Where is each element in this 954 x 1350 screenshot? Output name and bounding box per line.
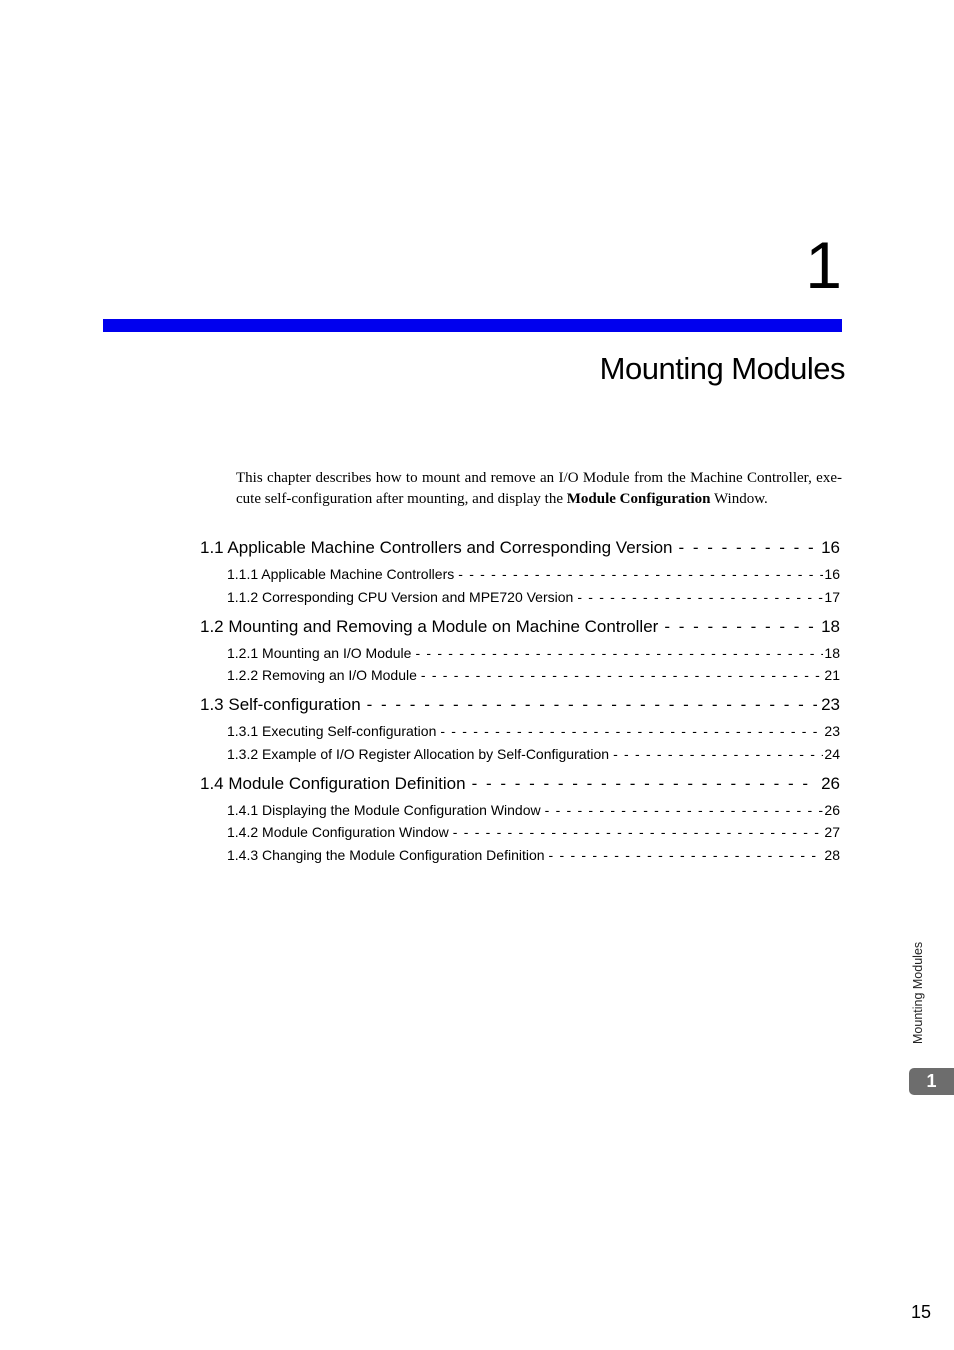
toc-entry-1-1-1[interactable] (227, 566, 840, 582)
toc-entry-1-2-2[interactable] (227, 667, 840, 683)
toc-entry-page: 18 (824, 645, 840, 661)
toc-leader (545, 802, 824, 818)
toc-entry-page: 27 (824, 824, 840, 840)
toc-leader (440, 723, 823, 739)
toc-entry-1-4-2[interactable] (227, 824, 840, 840)
intro-bold-term: Module Configuration (566, 491, 711, 507)
intro-text-end: Window. (710, 491, 768, 507)
toc-leader (415, 645, 823, 661)
toc-leader (472, 774, 818, 794)
toc-entry-title: 1.1.2 Corresponding CPU Version and MPE720 Version (227, 589, 574, 605)
toc-leader (679, 538, 818, 558)
toc-leader (421, 667, 824, 683)
toc-entry-title: 1.2 Mounting and Removing a Module on Machine Controller (200, 617, 659, 636)
toc-entry-1-3-2[interactable] (227, 746, 840, 762)
toc-entry-1-4-3[interactable] (227, 847, 840, 863)
toc-entry-1-2[interactable] (200, 617, 840, 637)
toc-entry-page: 16 (821, 538, 840, 557)
chapter-number: 1 (805, 228, 842, 302)
toc-entry-1-2-1[interactable] (227, 645, 840, 661)
toc-entry-page: 17 (824, 589, 840, 605)
toc-entry-page: 26 (821, 774, 840, 793)
toc-entry-title: 1.2.1 Mounting an I/O Module (227, 645, 412, 661)
toc-entry-title: 1.3.1 Executing Self-configuration (227, 723, 437, 739)
toc-entry-title: 1.4.1 Displaying the Module Configuration Window (227, 802, 541, 818)
toc-entry-title: 1.4 Module Configuration Definition (200, 774, 466, 793)
chapter-title: Mounting Modules (599, 351, 845, 386)
toc-entry-page: 23 (824, 723, 840, 739)
side-chapter-tab[interactable]: 1 (909, 1068, 954, 1095)
side-chapter-label: Mounting Modules (911, 941, 925, 1044)
intro-text: This chapter describes how to mount and remove an I/O Module from the Machine Controller, exe-cute self-configuration after mounting, and display the (236, 470, 842, 507)
toc-entry-page: 21 (824, 667, 840, 683)
toc-entry-1-1-2[interactable] (227, 589, 840, 605)
toc-leader (577, 589, 823, 605)
toc-entry-1-4-1[interactable] (227, 802, 840, 818)
toc-leader (549, 847, 824, 863)
toc-entry-title: 1.2.2 Removing an I/O Module (227, 667, 417, 683)
toc-entry-page: 16 (824, 566, 840, 582)
toc-entry-title: 1.4.2 Module Configuration Window (227, 824, 449, 840)
page-number: 15 (910, 1302, 931, 1322)
toc-entry-page: 18 (821, 617, 840, 636)
toc-leader (664, 617, 817, 637)
toc-leader (458, 566, 823, 582)
toc-entry-title: 1.1.1 Applicable Machine Controllers (227, 566, 455, 582)
toc-leader (453, 824, 824, 840)
toc-leader (367, 695, 817, 715)
toc-entry-page: 24 (824, 746, 840, 762)
toc-entry-1-4[interactable] (200, 774, 840, 794)
toc-leader (613, 746, 823, 762)
toc-entry-1-1[interactable] (200, 538, 840, 558)
toc-entry-page: 26 (824, 802, 840, 818)
toc-entry-title: 1.3 Self-configuration (200, 695, 361, 714)
toc-entry-page: 28 (824, 847, 840, 863)
toc-entry-1-3[interactable] (200, 695, 840, 715)
toc-entry-title: 1.3.2 Example of I/O Register Allocation by Self-Configuration (227, 746, 610, 762)
toc-entry-1-3-1[interactable] (227, 723, 840, 739)
toc-entry-page: 23 (821, 695, 840, 714)
toc-entry-title: 1.4.3 Changing the Module Configuration Definition (227, 847, 545, 863)
toc-entry-title: 1.1 Applicable Machine Controllers and Corresponding Version (200, 538, 673, 557)
